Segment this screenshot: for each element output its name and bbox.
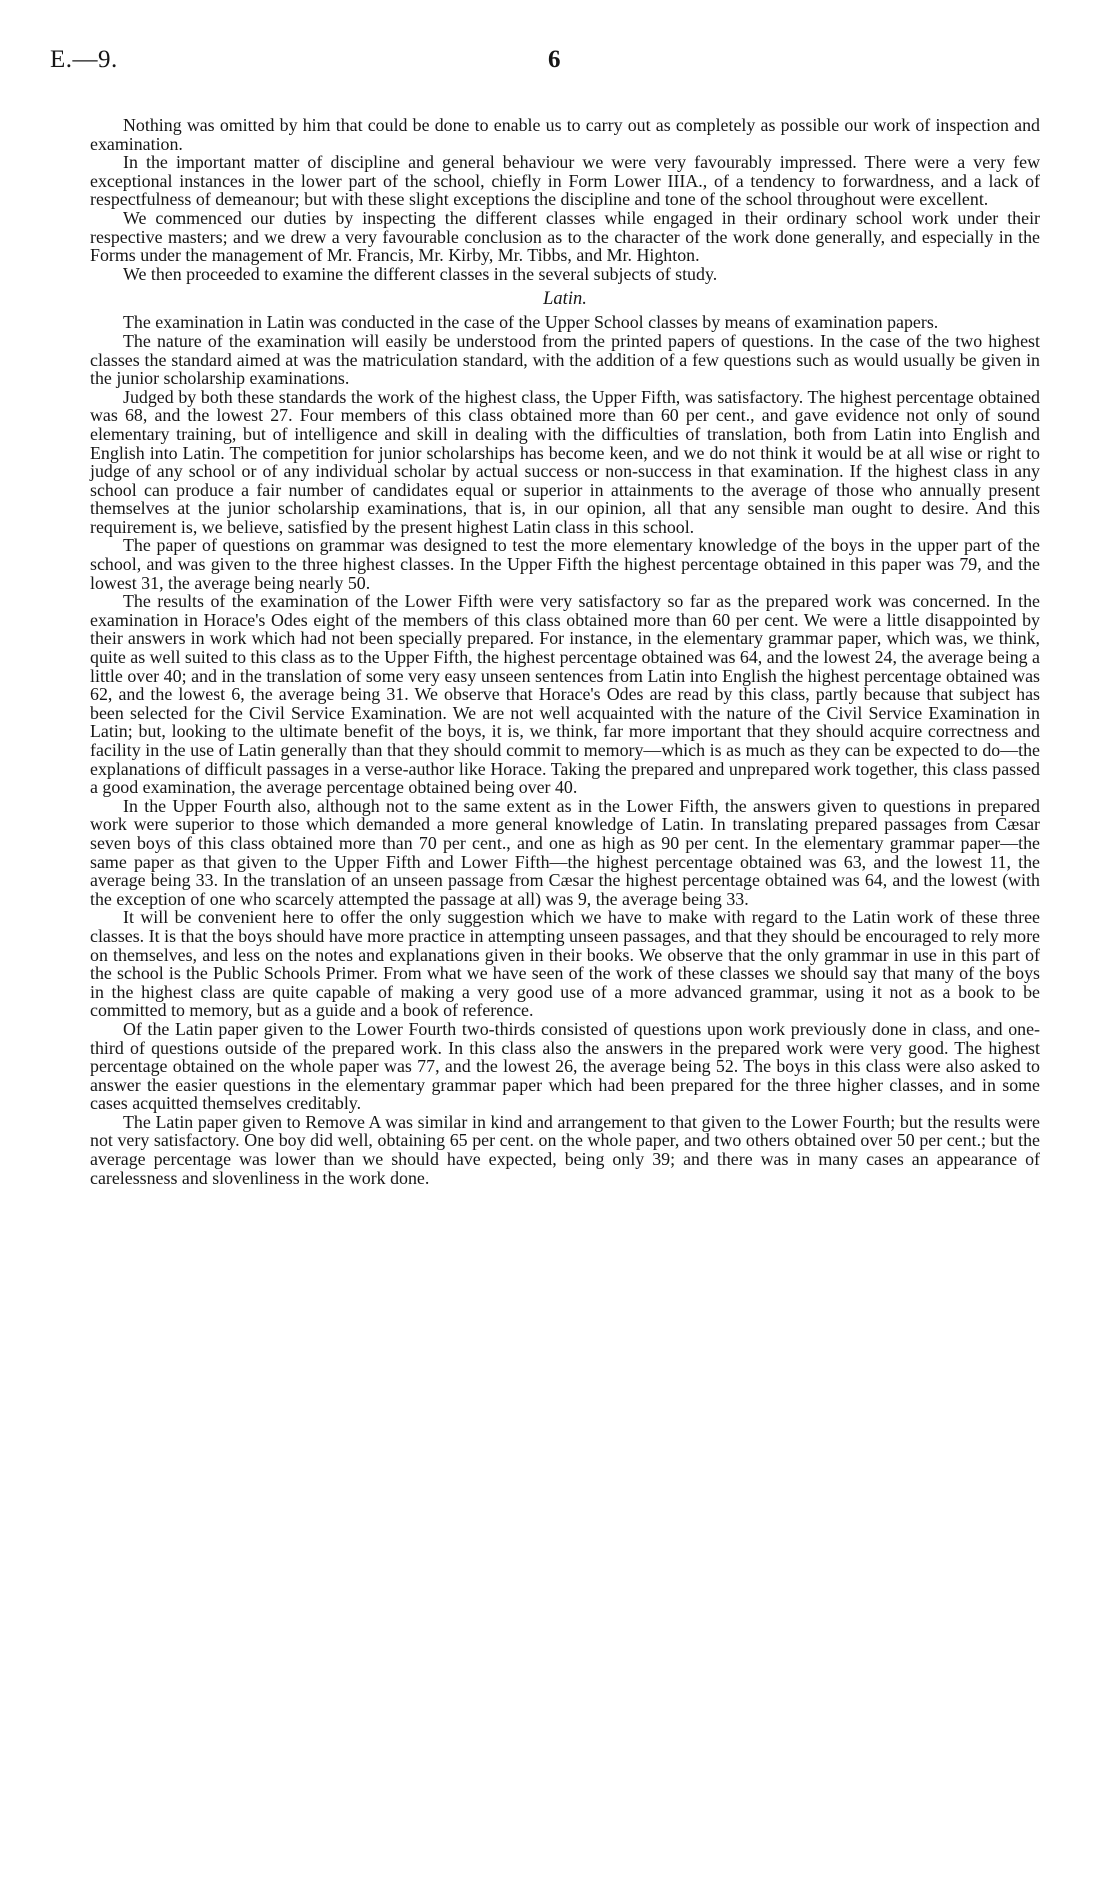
paragraph: In the Upper Fourth also, although not to the same extent as in the Lower Fifth, the answers given to questions in prepared work were superior to those which demanded a more general knowledge of Latin. In translating prepared passages from Cæsar seven boys of this class obtained more than 70 per cent., and one as high as 90 per cent. In the elementary grammar paper—the same paper as that given to the Upper Fifth and Lower Fifth—the highest percentage obtained was 63, and the lowest 11, the average being 33. In the translation of an unseen passage from Cæsar the highest percentage obtained was 64, and the lowest (with the exception of one who scarcely attempted the passage at all) was 9, the average being 33. xyxy=(90,795,1040,909)
paragraph: It will be convenient here to offer the only suggestion which we have to make with regard to the Latin work of these three classes. It is that the boys should have more practice in attempting unseen passages, and that they should be encouraged to rely more on themselves, and less on the notes and explanations given in their books. We observe that the only grammar in use in this part of the school is the Public Schools Primer. From what we have seen of the work of these classes we should say that many of the boys in the highest class are quite capable of making a very good use of a more advanced grammar, using it not as a book to be committed to memory, but as a guide and a book of reference. xyxy=(90,907,1040,1021)
paragraph: We then proceeded to examine the different classes in the several subjects of study. xyxy=(123,263,718,284)
section-heading: Latin. xyxy=(543,289,587,310)
paragraph: The examination in Latin was conducted in the case of the Upper School classes by means of examination papers. xyxy=(123,312,939,333)
paragraph: The results of the examination of the Lower Fifth were very satisfactory so far as the prepared work was concerned. In the examination in Horace's Odes eight of the members of this class obtained more than 60 per cent. We were a little disappointed by their answers in work which had not been specially prepared. For instance, in the elementary grammar paper, which was, we think, quite as well suited to this class as to the Upper Fifth, the highest percentage obtained was 64, and the lowest 24, the average being a little over 40; and in the translation of some very easy unseen sentences from Latin into English the highest percentage obtained was 62, and the lowest 6, the average being 31. We observe that Horace's Odes are read by this class, partly because that subject has been selected for the Civil Service Examination. We are not well acquainted with the nature of the Civil Service Examination in Latin; but, looking to the ultimate benefit of the boys, it is, we think, far more important that they should acquire correctness and facility in the use of Latin generally than that they should commit to memory—which is as much as they can be expected to do—the explanations of difficult passages in a verse-author like Horace. Taking the prepared and unprepared work together, this class passed a good examination, the average percentage obtained being over 40. xyxy=(90,591,1040,798)
paragraph: The nature of the examination will easily be understood from the printed papers of questions. In the case of the two highest classes the standard aimed at was the matriculation standard, with the addition of a few questions such as would usually be given in the junior scholarship examinations. xyxy=(90,330,1040,389)
document-reference: E.—9. xyxy=(50,46,118,73)
paragraph: In the important matter of discipline and general behaviour we were very favourably impressed. There were a very few exceptional instances in the lower part of the school, chiefly in Form Lower IIIA., of a tendency to forwardness, and a lack of respectfulness of demeanour; but with these slight exceptions the discipline and tone of the school throughout were excellent. xyxy=(90,152,1040,210)
paragraph: We commenced our duties by inspecting the different classes while engaged in their ordinary school work under their respective masters; and we drew a very favourable conclusion as to the character of the work done generally, and especially in the Forms under the management of Mr. Francis, Mr. Kirby, Mr. Tibbs, and Mr. Highton. xyxy=(90,207,1040,266)
page-number: 6 xyxy=(548,46,561,73)
paragraph: The paper of questions on grammar was designed to test the more elementary knowledge of the boys in the upper part of the school, and was given to the three highest classes. In the Upper Fifth the highest percentage obtained in this paper was 79, and the lowest 31, the average being nearly 50. xyxy=(90,535,1040,593)
paragraph: Of the Latin paper given to the Lower Fourth two-thirds consisted of questions upon work previously done in class, and one-third of questions outside of the prepared work. In this class also the answers in the prepared work were very good. The highest percentage obtained on the whole paper was 77, and the lowest 26, the average being 52. The boys in this class were also asked to answer the easier questions in the elementary grammar paper which had been prepared for the three higher classes, and in some cases acquitted themselves creditably. xyxy=(90,1018,1040,1114)
paragraph: The Latin paper given to Remove A was similar in kind and arrangement to that given to the Lower Fourth; but the results were not very satisfactory. One boy did well, obtaining 65 per cent. on the whole paper, and two others obtained over 50 per cent.; but the average percentage was lower than we should have expected, being only 39; and there was in many cases an appearance of carelessness and slovenliness in the work done. xyxy=(90,1111,1040,1188)
paragraph: Judged by both these standards the work of the highest class, the Upper Fifth, was satisfactory. The highest percentage obtained was 68, and the lowest 27. Four members of this class obtained more than 60 per cent., and gave evidence not only of sound elementary training, but of intelligence and skill in dealing with the difficulties of translation, both from Latin into English and English into Latin. The competition for junior scholarships has become keen, and we do not think it would be at all wise or right to judge of any school or of any individual scholar by actual success or non-success in that examination. If the highest class in any school can produce a fair number of candidates equal or superior in attainments to the average of those who annually present themselves at the junior scholarship examinations, that is, in our opinion, all that any sensible man ought to desire. And this requirement is, we believe, satisfied by the present highest Latin class in this school. xyxy=(90,386,1040,537)
page-header xyxy=(50,46,1054,86)
paragraph: Nothing was omitted by him that could be done to enable us to carry out as completely as possible our work of inspection and examination. xyxy=(90,115,1040,154)
report-body xyxy=(90,116,1040,1187)
